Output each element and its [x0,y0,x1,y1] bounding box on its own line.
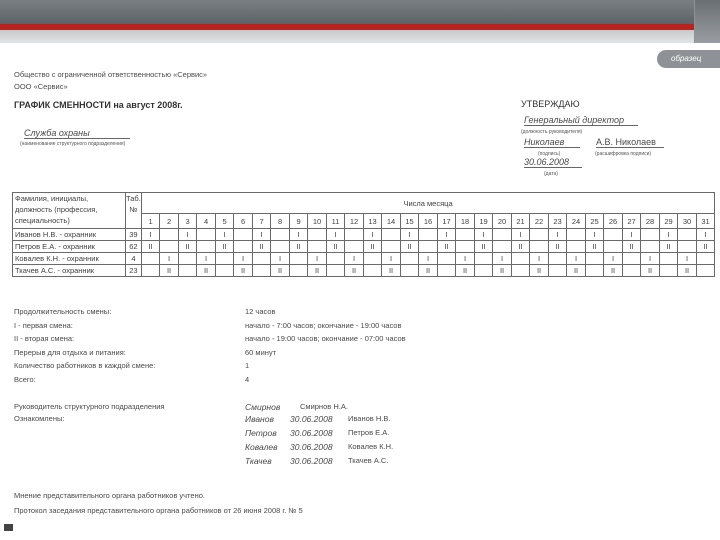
org-full-name: Общество с ограниченной ответственностью «Сервис» [14,70,208,79]
shift-cell: II [604,265,623,277]
shift-cell: I [474,229,493,241]
shift-cell: II [363,241,382,253]
shift-cell: I [215,229,234,241]
day-header-cell: 11 [326,214,345,229]
shift-cell: II [511,241,530,253]
footer-line-1: Мнение представительного органа работников учтено. [14,491,205,500]
day-header-cell: 10 [308,214,327,229]
shift-cell: II [474,241,493,253]
param-label: I - первая смена: [14,320,73,330]
shift-cell [326,265,345,277]
slide-nav-icon[interactable] [4,524,13,531]
shift-cell: II [141,241,160,253]
shift-cell: I [400,229,419,241]
day-header-cell: 30 [678,214,697,229]
shift-cell [289,253,308,265]
shift-cell [511,265,530,277]
shift-cell: II [437,241,456,253]
shift-cell: II [419,265,438,277]
shift-cell: II [659,241,678,253]
head-label: Руководитель структурного подразделения [14,402,165,411]
slide-corner-block [694,0,720,43]
day-header-cell: 3 [178,214,197,229]
shift-cell [474,265,493,277]
employee-name-cell: Петров Е.А. - охранник [13,241,126,253]
day-header-cell: 1 [141,214,160,229]
shift-cell [641,241,660,253]
shift-cell: I [141,229,160,241]
head-name: Смирнов Н.А. [300,402,348,411]
shift-cell: II [271,265,290,277]
shift-cell [622,265,641,277]
shift-cell [382,241,401,253]
sample-stamp: образец [657,50,720,68]
shift-cell: II [678,265,697,277]
approval-heading: УТВЕРЖДАЮ [521,99,580,109]
param-value: начало - 7:00 часов; окончание - 19:00 часов [245,320,402,330]
shift-cell [437,253,456,265]
shift-cell: I [289,229,308,241]
ack-signature: Петров [245,428,277,438]
approval-date-caption: (дата) [544,171,558,177]
shift-cell [585,253,604,265]
day-header-cell: 24 [567,214,586,229]
shift-cell [141,253,160,265]
day-header-cell: 17 [437,214,456,229]
param-label: Перерыв для отдыха и питания: [14,347,126,357]
shift-cell [585,265,604,277]
shift-cell: II [308,265,327,277]
shift-cell: II [456,265,475,277]
shift-cell: I [308,253,327,265]
shift-cell [419,241,438,253]
shift-cell: I [326,229,345,241]
approval-position: Генеральный директор [524,115,638,126]
day-header-cell: 9 [289,214,308,229]
shift-cell: I [678,253,697,265]
approval-date: 30.06.2008 [524,157,582,168]
shift-cell: II [326,241,345,253]
shift-cell [363,265,382,277]
shift-cell: I [696,229,715,241]
employee-name-cell: Ткачев А.С. - охранник [13,265,126,277]
param-label: Количество работников в каждой смене: [14,361,156,370]
param-value: 1 [245,361,250,370]
shift-cell: I [197,253,216,265]
shift-cell: I [493,253,512,265]
day-header-cell: 5 [215,214,234,229]
day-header-cell: 13 [363,214,382,229]
shift-cell: I [530,253,549,265]
shift-cell: I [567,253,586,265]
shift-cell [696,253,715,265]
shift-cell: II [400,241,419,253]
table-row [13,229,715,241]
approval-signature: Николаев [524,137,580,148]
param-value: 4 [245,374,250,384]
shift-cell [604,241,623,253]
employee-name-cell: Ковалев К.Н. - охранник [13,253,126,265]
shift-cell [197,229,216,241]
day-header-cell: 6 [234,214,253,229]
day-header-cell: 20 [493,214,512,229]
shift-cell: I [548,229,567,241]
shift-cell: II [567,265,586,277]
approval-name-caption: (расшифровка подписи) [595,151,652,157]
head-signature: Смирнов [245,402,281,412]
shift-cell [548,265,567,277]
shift-cell: I [234,253,253,265]
shift-cell [419,229,438,241]
shift-cell [622,253,641,265]
shift-cell: II [530,265,549,277]
shift-cell [160,229,179,241]
slide-header-bar [0,0,720,24]
ack-date: 30.06.2008 [290,428,333,438]
shift-cell [308,229,327,241]
shift-cell [493,229,512,241]
shift-schedule-table [12,192,715,277]
table-row [13,241,715,253]
shift-cell [382,229,401,241]
shift-cell: I [604,253,623,265]
table-row [13,253,715,265]
shift-cell: II [585,241,604,253]
col-header-days: Числа месяца [141,193,715,214]
shift-cell [678,241,697,253]
shift-cell [604,229,623,241]
shift-cell [345,229,364,241]
document-title: ГРАФИК СМЕННОСТИ на август 2008г. [14,100,183,110]
shift-cell [678,229,697,241]
shift-cell [289,265,308,277]
param-value: начало - 19:00 часов; окончание - 07:00 часов [245,334,406,343]
shift-cell [178,265,197,277]
table-row [13,265,715,277]
shift-cell: II [234,265,253,277]
shift-cell: II [197,265,216,277]
shift-cell: I [456,253,475,265]
shift-cell [215,253,234,265]
day-header-cell: 8 [271,214,290,229]
shift-cell [641,229,660,241]
ack-date: 30.06.2008 [290,414,333,424]
shift-cell: I [622,229,641,241]
shift-cell: I [511,229,530,241]
tab-number-cell: 23 [126,265,142,277]
shift-cell [141,265,160,277]
shift-cell [511,253,530,265]
footer-line-2: Протокол заседания представительного органа работников от 26 июня 2008 г. № 5 [14,506,303,515]
shift-cell: I [178,229,197,241]
shift-cell: I [160,253,179,265]
tab-number-cell: 39 [126,229,142,241]
shift-cell: II [382,265,401,277]
shift-cell [456,229,475,241]
shift-cell: II [548,241,567,253]
shift-cell [271,229,290,241]
shift-cell: I [382,253,401,265]
shift-cell: II [252,241,271,253]
day-header-cell: 14 [382,214,401,229]
shift-cell [456,241,475,253]
shift-cell: I [585,229,604,241]
approval-position-caption: (должность руководителя) [521,129,583,135]
day-header-cell: 12 [345,214,364,229]
col-header-name: Фамилия, инициалы, должность (профессия, специальность) [13,193,126,229]
shift-cell: I [641,253,660,265]
shift-cell [215,265,234,277]
day-header-cell: 27 [622,214,641,229]
day-header-cell: 26 [604,214,623,229]
shift-cell: II [289,241,308,253]
shift-cell [548,253,567,265]
day-header-cell: 29 [659,214,678,229]
shift-cell [400,253,419,265]
ack-signature: Ковалев [245,442,278,452]
day-header-cell: 25 [585,214,604,229]
day-header-cell: 7 [252,214,271,229]
shift-cell [345,241,364,253]
day-header-cell: 22 [530,214,549,229]
ack-signature: Иванов [245,414,274,424]
shift-cell: II [641,265,660,277]
approval-name: А.В. Николаев [596,137,664,148]
day-header-cell: 28 [641,214,660,229]
shift-cell: II [215,241,234,253]
param-label: Продолжительность смены: [14,307,112,316]
ack-name: Иванов Н.В. [348,414,391,423]
day-header-cell: 19 [474,214,493,229]
col-header-tab: Таб. № [126,193,142,229]
ack-date: 30.06.2008 [290,456,333,466]
shift-cell [659,253,678,265]
shift-cell [696,265,715,277]
day-header-cell: 18 [456,214,475,229]
tab-number-cell: 62 [126,241,142,253]
employee-name-cell: Иванов Н.В. - охранник [13,229,126,241]
shift-cell [160,241,179,253]
day-header-cell: 16 [419,214,438,229]
department-caption: (наименование структурного подразделения) [20,141,126,147]
org-short-name: ООО «Сервис» [14,82,68,91]
shift-cell: II [178,241,197,253]
param-label: Всего: [14,374,36,384]
shift-cell [567,229,586,241]
shift-cell: I [271,253,290,265]
ack-label: Ознакомлены: [14,414,65,423]
shift-cell [252,265,271,277]
ack-name: Ткачев А.С. [348,456,389,465]
approval-sign-caption: (подпись) [538,151,561,157]
shift-cell [197,241,216,253]
department-name: Служба охраны [24,128,130,139]
shift-cell [530,229,549,241]
shift-cell [530,241,549,253]
shift-cell [326,253,345,265]
shift-cell [234,241,253,253]
day-header-cell: 4 [197,214,216,229]
shift-cell [363,253,382,265]
shift-cell: I [345,253,364,265]
shift-cell [567,241,586,253]
ack-date: 30.06.2008 [290,442,333,452]
shift-cell [234,229,253,241]
shift-cell [437,265,456,277]
ack-name: Петров Е.А. [348,428,390,437]
shift-cell: II [493,265,512,277]
day-header-cell: 23 [548,214,567,229]
param-value: 60 минут [245,347,277,357]
ack-signature: Ткачев [245,456,272,466]
shift-cell: I [659,229,678,241]
day-header-cell: 2 [160,214,179,229]
day-header-cell: 31 [696,214,715,229]
shift-cell [178,253,197,265]
shift-cell: II [160,265,179,277]
shift-cell [493,241,512,253]
shift-cell [474,253,493,265]
shift-cell: I [419,253,438,265]
slide-subheader-band [0,30,720,43]
day-header-cell: 21 [511,214,530,229]
shift-cell: I [252,229,271,241]
shift-cell: I [437,229,456,241]
shift-cell: II [622,241,641,253]
shift-cell: I [363,229,382,241]
tab-number-cell: 4 [126,253,142,265]
shift-cell: II [345,265,364,277]
shift-cell [271,241,290,253]
ack-name: Ковалев К.Н. [348,442,394,451]
shift-cell [308,241,327,253]
shift-cell [252,253,271,265]
param-label: II - вторая смена: [14,334,75,343]
param-value: 12 часов [245,307,276,316]
shift-cell [400,265,419,277]
day-header-cell: 15 [400,214,419,229]
shift-cell: II [696,241,715,253]
shift-cell [659,265,678,277]
